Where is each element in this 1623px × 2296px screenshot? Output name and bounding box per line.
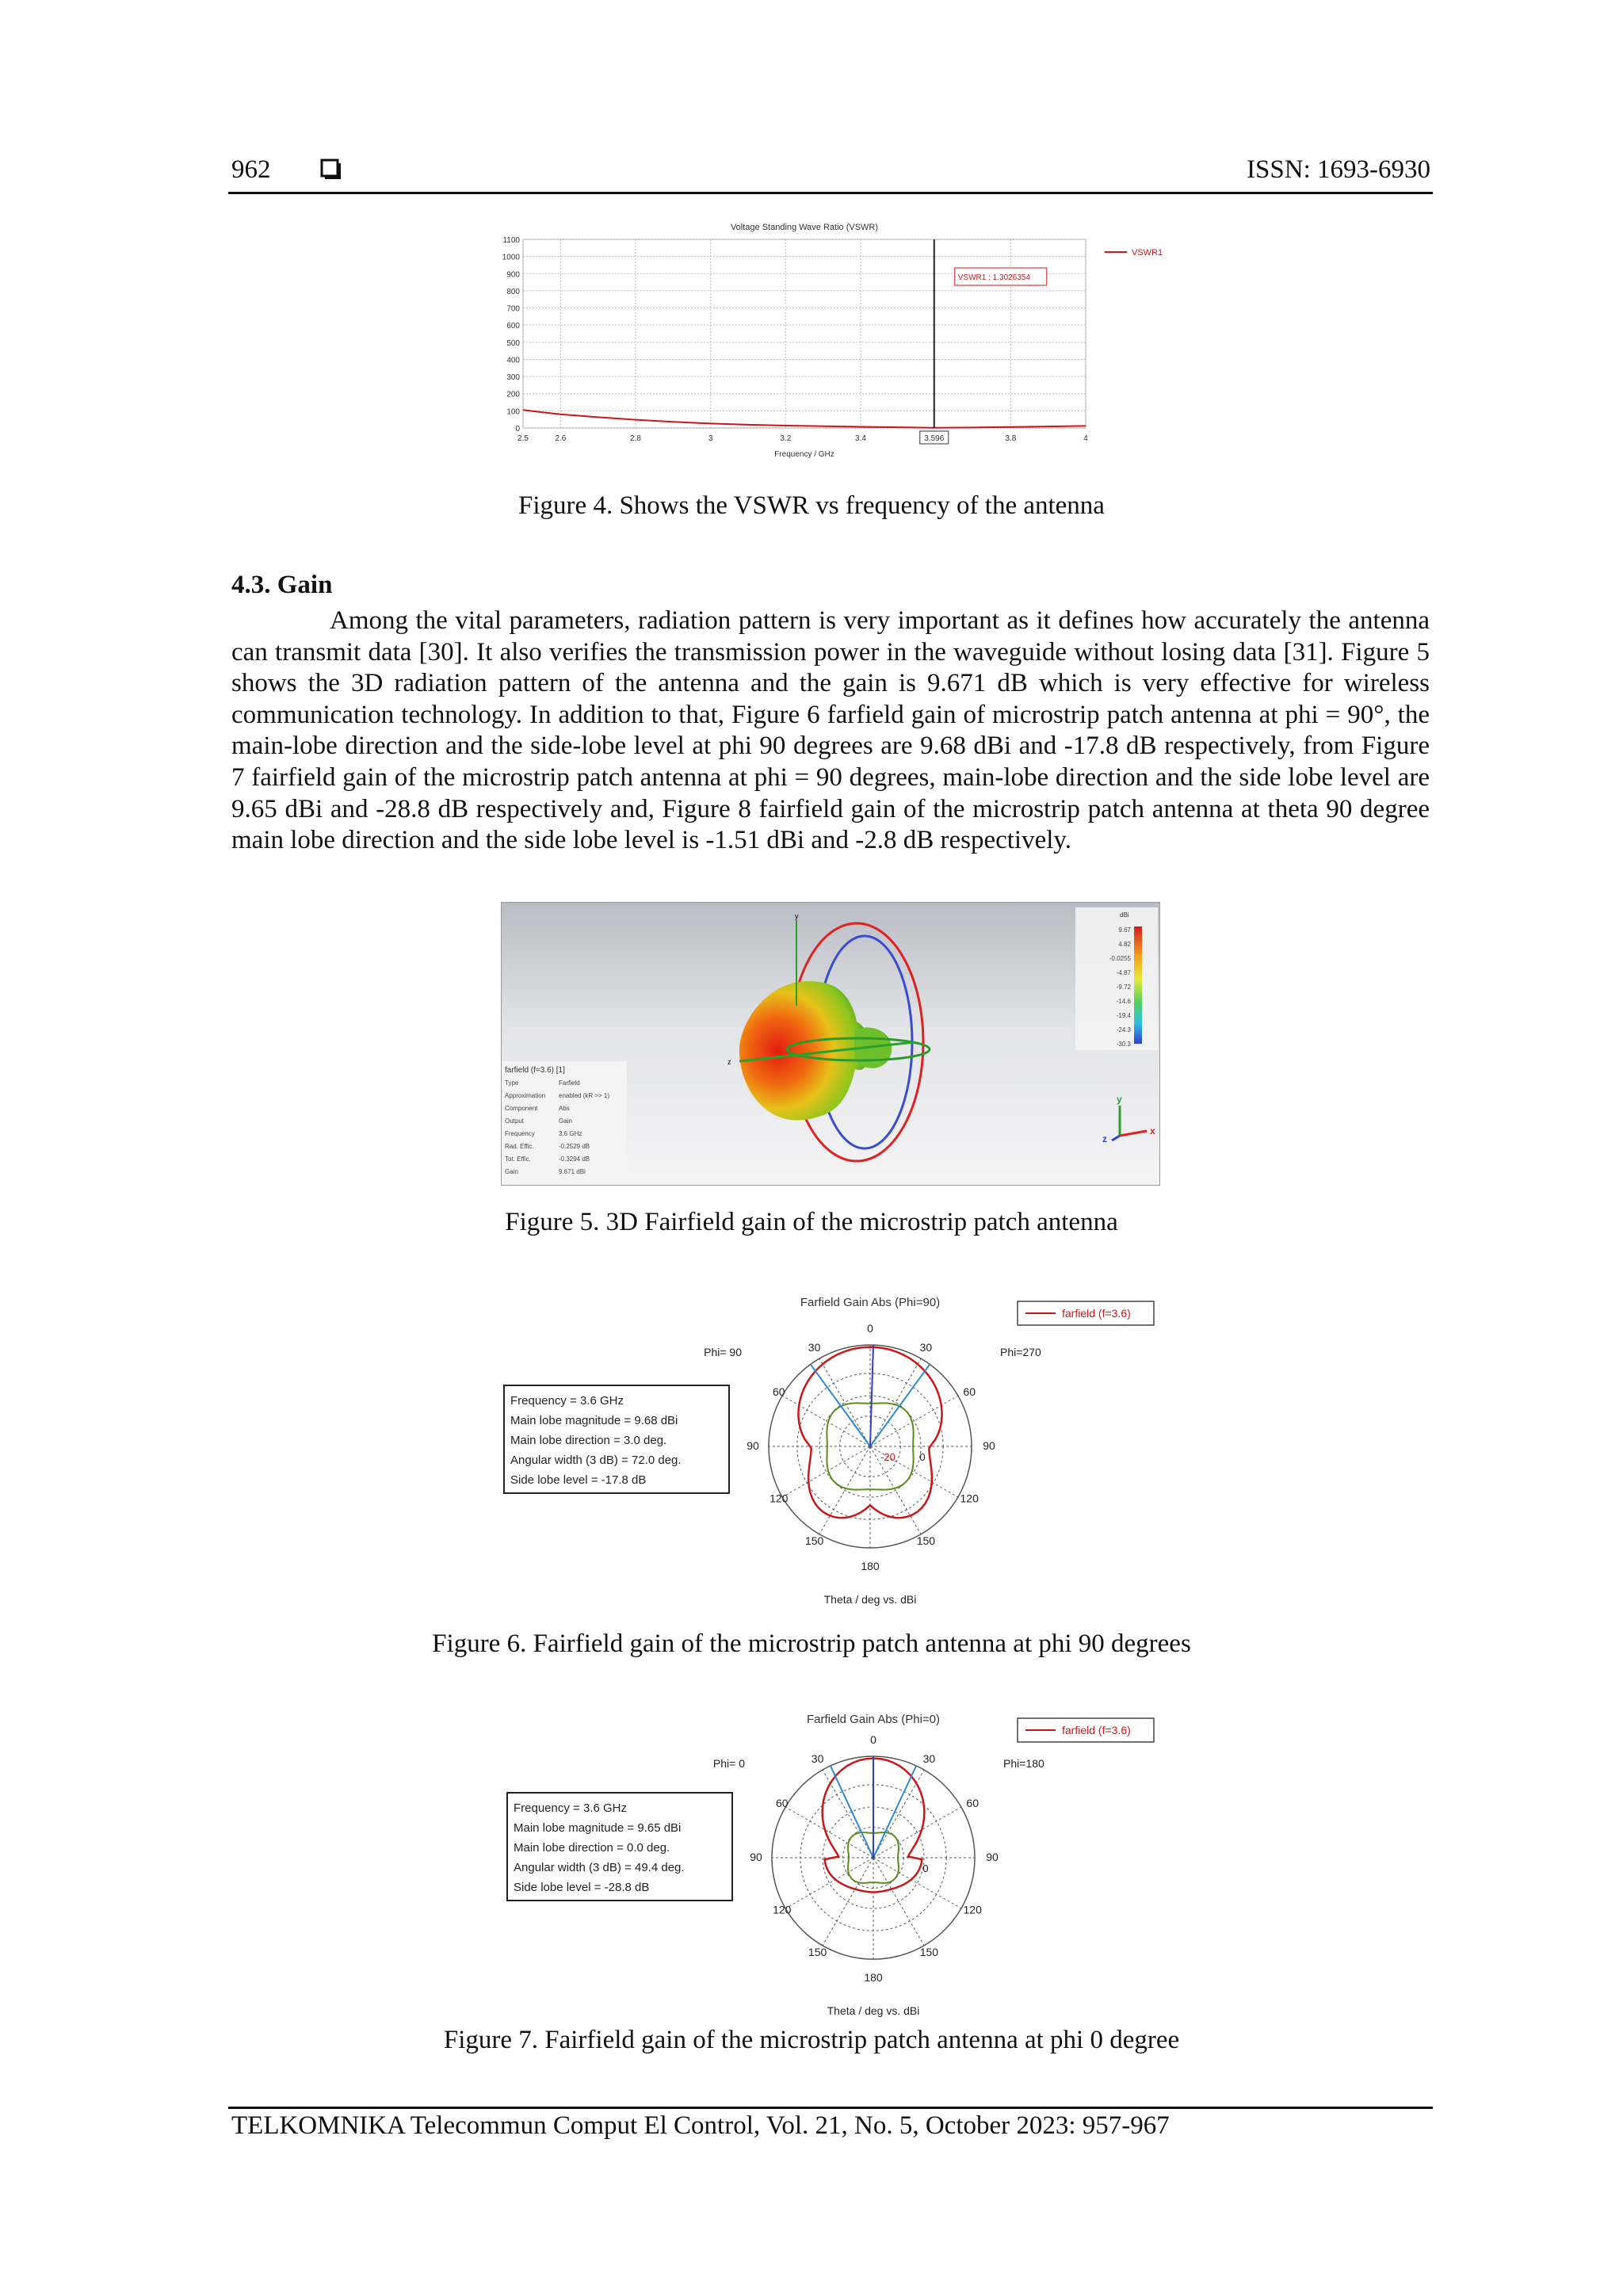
- angle-label: 90: [747, 1439, 759, 1452]
- colorbar-label: 4.82: [1118, 941, 1131, 948]
- beamwidth-line: [873, 1766, 916, 1858]
- angle-label: 180: [861, 1560, 880, 1572]
- x-tick-label: 2.8: [630, 434, 641, 443]
- x-tick-label: 2.6: [555, 434, 567, 443]
- colorbar-unit: dBi: [1120, 911, 1129, 919]
- legend-label: farfield (f=3.6): [1062, 1307, 1131, 1320]
- beamwidth-line: [811, 1364, 870, 1446]
- issn: ISSN: 1693-6930: [1247, 155, 1430, 184]
- phi-right-label: Phi=270: [1000, 1346, 1041, 1358]
- phi-left-label: Phi= 0: [712, 1757, 745, 1770]
- z-axis-label-left: z: [727, 1058, 731, 1066]
- info-value: Gain: [559, 1117, 572, 1125]
- info-value: 9.671 dBi: [559, 1168, 586, 1175]
- y-tick-label: 800: [506, 287, 520, 296]
- info-value: Farfield: [559, 1079, 580, 1087]
- y-tick-label: 300: [506, 373, 520, 383]
- colorbar-label: -9.72: [1116, 984, 1131, 991]
- colorbar-label: -24.3: [1116, 1026, 1131, 1033]
- y-tick-label: 700: [506, 304, 520, 314]
- info-line: Angular width (3 dB) = 72.0 deg.: [510, 1454, 682, 1467]
- colorbar-label: -4.87: [1116, 969, 1131, 976]
- colorbar-label: -19.4: [1116, 1012, 1131, 1019]
- info-value: Abs: [559, 1105, 570, 1112]
- box-icon: [320, 159, 341, 179]
- colorbar-label: -30.3: [1116, 1041, 1131, 1048]
- info-line: Side lobe level = -28.8 dB: [514, 1881, 650, 1894]
- info-value: enabled (kR >> 1): [559, 1092, 610, 1099]
- x-tick-label: 2.5: [517, 434, 529, 443]
- x-tick-label: 3.4: [855, 434, 866, 443]
- triad-x-label: x: [1150, 1125, 1155, 1137]
- info-key: Type: [505, 1079, 519, 1087]
- info-line: Main lobe magnitude = 9.68 dBi: [510, 1414, 678, 1427]
- y-tick-label: 600: [506, 322, 520, 331]
- angle-label: 120: [963, 1903, 982, 1916]
- info-line: Main lobe direction = 0.0 deg.: [514, 1841, 670, 1855]
- info-line: Frequency = 3.6 GHz: [510, 1394, 624, 1408]
- figure-6-caption: Figure 6. Fairfield gain of the microstrip patch antenna at phi 90 degrees: [432, 1629, 1191, 1658]
- info-line: Frequency = 3.6 GHz: [514, 1801, 627, 1815]
- beamwidth-line: [870, 1364, 930, 1446]
- angle-label: 60: [773, 1385, 785, 1398]
- info-title: farfield (f=3.6) [1]: [505, 1066, 565, 1075]
- x-tick-label: 3.596: [924, 434, 945, 443]
- angle-label: 120: [960, 1492, 979, 1505]
- info-key: Frequency: [505, 1130, 535, 1137]
- x-axis-label: Frequency / GHz: [774, 450, 834, 459]
- angle-label: 0: [870, 1733, 876, 1746]
- polar-chart-phi90: [501, 1284, 1159, 1606]
- axis-triad: [1102, 1094, 1155, 1144]
- angle-label: 150: [804, 1534, 824, 1548]
- angle-label: 90: [750, 1851, 762, 1863]
- angle-label: 150: [808, 1946, 827, 1959]
- chart-title: Voltage Standing Wave Ratio (VSWR): [730, 223, 879, 232]
- section-paragraph: Among the vital parameters, radiation pattern is very important as it defines how accurately the antenna can transmit data [30]. It also verifies the transmission power in the waveguide without losing data [31]. Figure 5 shows the 3D radiation pattern of the antenna and the gain is 9.671 dB which is very effective for wireless communication technology. In addition to that, Figure 6 farfield gain of microstrip patch antenna at phi = 90°, the main-lobe direction and the side-lobe level at phi 90 degrees are 9.68 dBi and -17.8 dB respectively, from Figure 7 fairfield gain of the microstrip patch antenna at phi = 90 degrees, main-lobe direction and the side lobe level are 9.65 dBi and -28.8 dB respectively and, Figure 8 fairfield gain of the microstrip patch antenna at theta 90 degree main lobe direction and the side lobe level is -1.51 dBi and -2.8 dB respectively.: [231, 606, 1430, 855]
- triad-y-label: y: [1117, 1094, 1122, 1105]
- phi-left-label: Phi= 90: [704, 1346, 742, 1358]
- colorbar-label: 9.67: [1118, 926, 1131, 934]
- page-number: 962: [231, 155, 271, 184]
- angle-label: 180: [864, 1971, 883, 1984]
- y-axis-label-top: y: [795, 912, 799, 920]
- y-tick-label: 0: [515, 425, 520, 434]
- figure-4-caption: Figure 4. Shows the VSWR vs frequency of the antenna: [518, 491, 1105, 520]
- y-tick-label: 100: [506, 407, 520, 417]
- marker-label: VSWR1 : 1.3026354: [957, 273, 1030, 282]
- y-tick-label: 1000: [502, 253, 520, 262]
- info-line: Angular width (3 dB) = 49.4 deg.: [514, 1861, 685, 1874]
- angle-label: 120: [769, 1492, 789, 1505]
- angle-label: 0: [867, 1322, 873, 1335]
- figure-7-caption: Figure 7. Fairfield gain of the microstrip patch antenna at phi 0 degree: [443, 2026, 1180, 2054]
- x-axis-label: Theta / deg vs. dBi: [823, 1593, 917, 1606]
- section-heading: 4.3. Gain: [231, 571, 333, 599]
- x-tick-label: 3.2: [780, 434, 792, 443]
- y-tick-label: 900: [506, 270, 520, 280]
- phi-right-label: Phi=180: [1003, 1757, 1044, 1770]
- angle-label: 90: [983, 1439, 995, 1452]
- legend-label: farfield (f=3.6): [1062, 1724, 1131, 1736]
- footer-rule: [228, 2107, 1433, 2109]
- angle-label: 90: [986, 1851, 999, 1863]
- legend-label: VSWR1: [1132, 248, 1163, 258]
- header-rule: [228, 192, 1433, 194]
- y-tick-label: 500: [506, 338, 520, 348]
- info-line: Main lobe magnitude = 9.65 dBi: [514, 1821, 682, 1835]
- angle-label: 30: [922, 1752, 936, 1765]
- info-value: -0.3294 dB: [559, 1156, 590, 1163]
- info-key: Tot. Effic.: [505, 1156, 531, 1163]
- angle-label: 30: [808, 1340, 821, 1354]
- angle-label: 60: [963, 1385, 976, 1398]
- radiation-lobe: [739, 920, 930, 1161]
- colorbar: [1075, 907, 1158, 1050]
- beamwidth-line: [831, 1766, 873, 1858]
- x-tick-label: 3: [708, 434, 713, 443]
- polar-chart-phi0: [501, 1701, 1159, 2017]
- x-axis-label: Theta / deg vs. dBi: [827, 2004, 920, 2017]
- chart-title: Farfield Gain Abs (Phi=0): [807, 1713, 940, 1726]
- info-value: -0.2529 dB: [559, 1143, 590, 1150]
- y-tick-label: 200: [506, 390, 520, 399]
- info-key: Output: [505, 1117, 525, 1125]
- angle-label: 60: [966, 1797, 979, 1809]
- farfield-info-box: [502, 1061, 627, 1185]
- angle-label: 30: [919, 1340, 933, 1354]
- info-key: Gain: [505, 1168, 518, 1175]
- y-tick-label: 400: [506, 356, 520, 365]
- angle-label: 150: [919, 1946, 939, 1959]
- triad-z-label: z: [1102, 1133, 1107, 1144]
- info-key: Approximation: [505, 1092, 546, 1099]
- figure-5-caption: Figure 5. 3D Fairfield gain of the microstrip patch antenna: [505, 1208, 1118, 1236]
- info-value: 3.6 GHz: [559, 1130, 582, 1137]
- chart-title: Farfield Gain Abs (Phi=90): [800, 1296, 941, 1309]
- vswr-chart: [491, 216, 1173, 469]
- x-tick-label: 3.8: [1005, 434, 1017, 443]
- info-line: Side lobe level = -17.8 dB: [510, 1473, 647, 1487]
- colorbar-label: -0.0255: [1109, 955, 1131, 962]
- ring-label: -20: [880, 1451, 896, 1463]
- info-key: Component: [505, 1105, 538, 1112]
- angle-label: 30: [811, 1752, 824, 1765]
- angle-label: 150: [916, 1534, 936, 1548]
- x-tick-label: 4: [1083, 434, 1088, 443]
- info-line: Main lobe direction = 3.0 deg.: [510, 1434, 667, 1447]
- farfield-3d-figure: [501, 902, 1160, 1186]
- angle-label: 120: [773, 1903, 792, 1916]
- y-tick-label: 1100: [502, 236, 520, 245]
- angle-label: 60: [776, 1797, 789, 1809]
- ring-label: 0: [919, 1451, 926, 1463]
- colorbar-label: -14.6: [1116, 998, 1131, 1005]
- footer-citation: TELKOMNIKA Telecommun Comput El Control, Vol. 21, No. 5, October 2023: 957-967: [231, 2111, 1170, 2140]
- info-key: Rad. Effic.: [505, 1143, 534, 1150]
- ring-label: 0: [922, 1862, 929, 1874]
